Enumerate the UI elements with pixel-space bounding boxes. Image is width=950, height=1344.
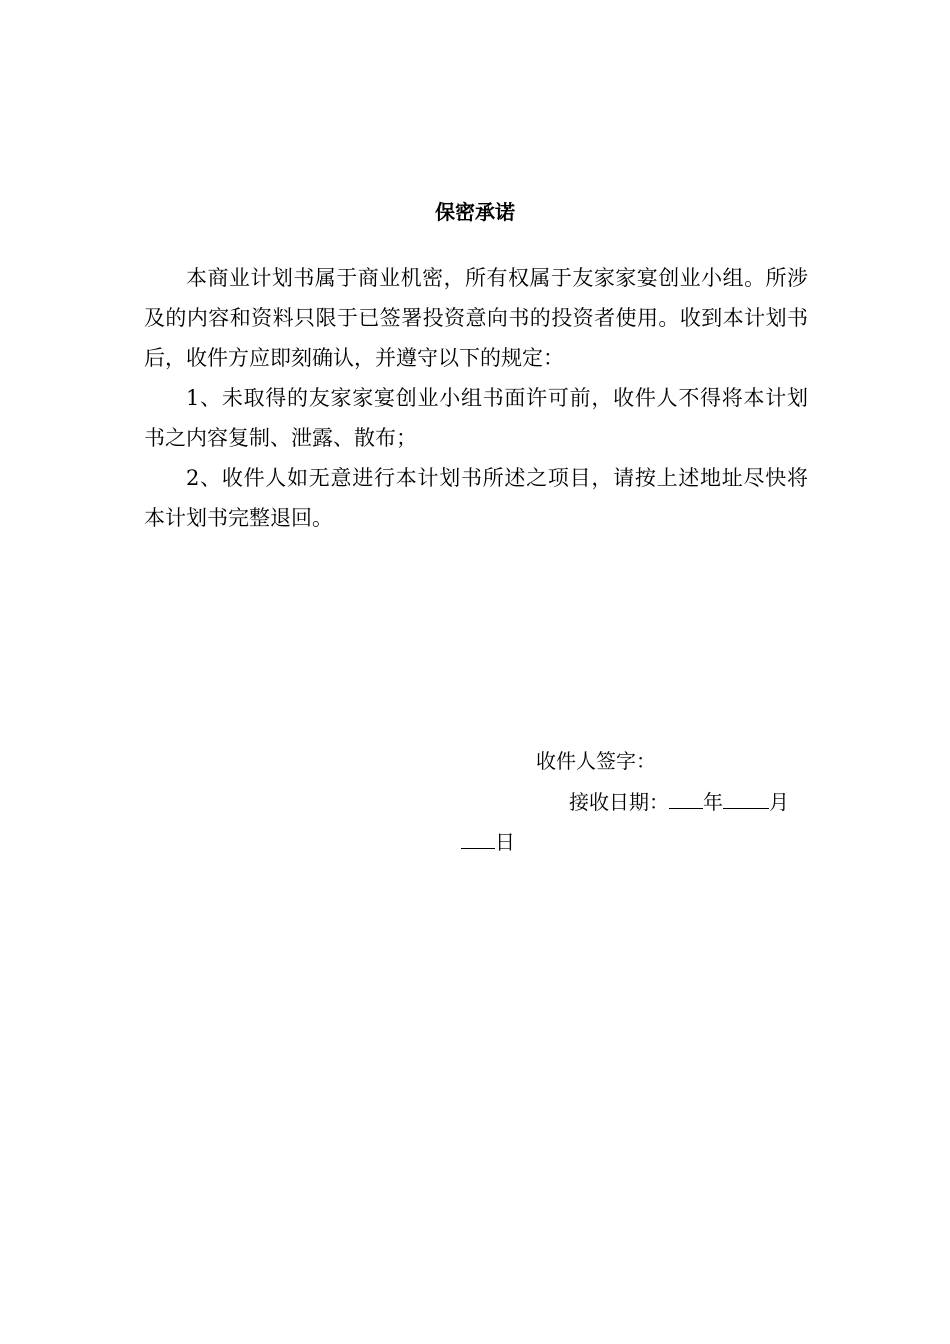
receipt-day-line	[461, 826, 515, 857]
year-label: 年	[703, 790, 723, 814]
day-blank	[461, 826, 495, 849]
day-label: 日	[495, 830, 515, 854]
month-blank	[723, 786, 769, 809]
recipient-signature-line	[536, 746, 656, 776]
receipt-date-label: 接收日期：	[569, 790, 669, 814]
paragraph-confidentiality-intro: 本商业计划书属于商业机密，所有权属于友家家宴创业小组。所涉及的内容和资料只限于已签署投资意向书的投资者使用。收到本计划书后，收件方应即刻确认，并遵守以下的规定：	[144, 266, 808, 370]
receipt-date-line	[569, 786, 789, 817]
document-body	[144, 258, 808, 538]
year-blank	[669, 786, 703, 809]
recipient-signature-label: 收件人签字：	[536, 749, 656, 773]
paragraph-rule-1: 1、未取得的友家家宴创业小组书面许可前，收件人不得将本计划书之内容复制、泄露、散布；	[144, 386, 808, 450]
month-label: 月	[769, 790, 789, 814]
paragraph-rule-2: 2、收件人如无意进行本计划书所述之项目，请按上述地址尽快将本计划书完整退回。	[144, 466, 808, 530]
document-title: 保密承诺	[435, 200, 515, 224]
